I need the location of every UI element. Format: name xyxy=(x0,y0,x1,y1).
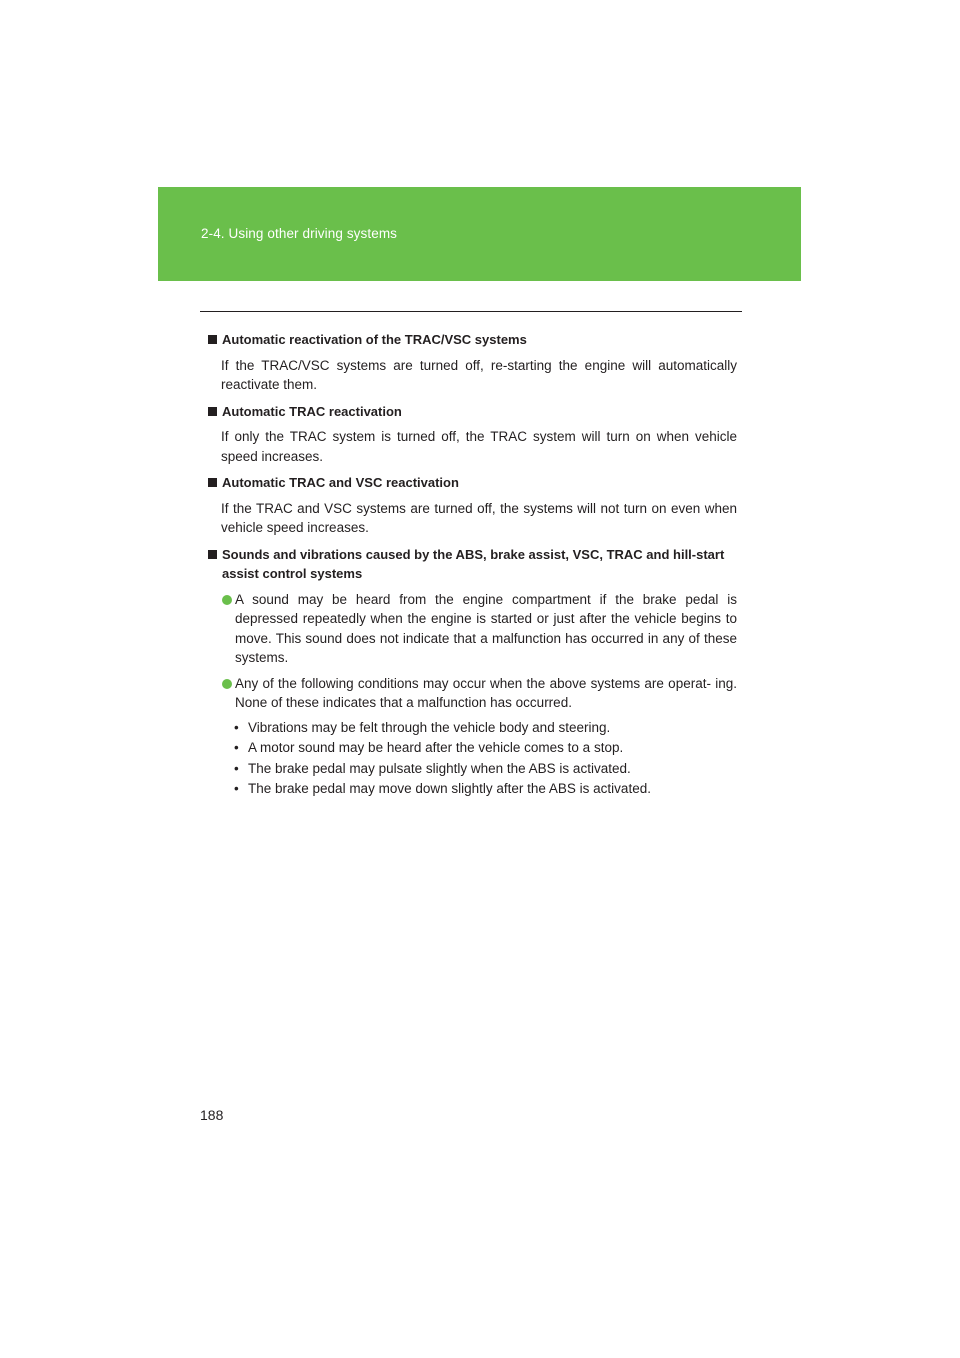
section-divider xyxy=(200,311,742,312)
bullet-text: A sound may be heard from the engine compartment if the brake pedal is depressed repeatedly when the engine is started or just after the vehicle begins to move. This sound does not indicate that a malfunction has occurred in any of these systems. xyxy=(235,591,737,665)
round-bullet-icon xyxy=(222,595,232,605)
middle-dot-icon: • xyxy=(234,719,239,735)
section-body: If the TRAC and VSC systems are turned off, the systems will not turn on even when vehicle speed increases. xyxy=(221,500,737,535)
bullet-text: Any of the following conditions may occur when the above systems are operat- ing. None of these indicates that a malfunction has occurred. xyxy=(235,675,737,710)
page-content xyxy=(207,330,737,800)
section-title: Automatic TRAC and VSC reactivation xyxy=(222,475,459,490)
list-item: • A motor sound may be heard after the vehicle comes to a stop. xyxy=(234,738,737,759)
section-trac-vsc-reactivation xyxy=(207,330,737,395)
section-title: Automatic TRAC reactivation xyxy=(222,403,402,419)
middle-dot-icon: • xyxy=(234,740,239,755)
list-item: • The brake pedal may move down slightly after the ABS is activated. xyxy=(234,779,737,800)
section-body: If the TRAC/VSC systems are turned off, re-starting the engine will automatically reactivate them. xyxy=(221,357,737,392)
middle-dot-icon: • xyxy=(234,760,239,776)
list-item xyxy=(221,674,737,713)
chapter-header-band xyxy=(158,187,801,281)
section-trac-and-vsc-reactivation xyxy=(207,473,737,538)
square-bullet-icon xyxy=(208,550,217,559)
list-item: • Vibrations may be felt through the vehicle body and steering. xyxy=(234,718,737,739)
section-title: Sounds and vibrations caused by the ABS, brake assist, VSC, TRAC and hill-start assist control systems xyxy=(222,546,725,581)
condition-list xyxy=(234,718,737,800)
section-sounds-and-vibrations xyxy=(207,545,737,800)
square-bullet-icon xyxy=(208,407,217,416)
chapter-title: 2-4. Using other driving systems xyxy=(201,226,398,241)
list-item xyxy=(221,590,737,668)
middle-dot-icon: • xyxy=(234,781,239,796)
section-body: If only the TRAC system is turned off, the TRAC system will turn on when vehicle speed increases. xyxy=(221,429,737,464)
section-trac-reactivation xyxy=(207,402,737,467)
section-title: Automatic reactivation of the TRAC/VSC systems xyxy=(222,332,527,347)
round-bullet-icon xyxy=(222,679,232,689)
square-bullet-icon xyxy=(208,335,217,344)
list-item: • The brake pedal may pulsate slightly when the ABS is activated. xyxy=(234,759,737,780)
page-number: 188 xyxy=(200,1107,224,1123)
square-bullet-icon xyxy=(208,478,217,487)
